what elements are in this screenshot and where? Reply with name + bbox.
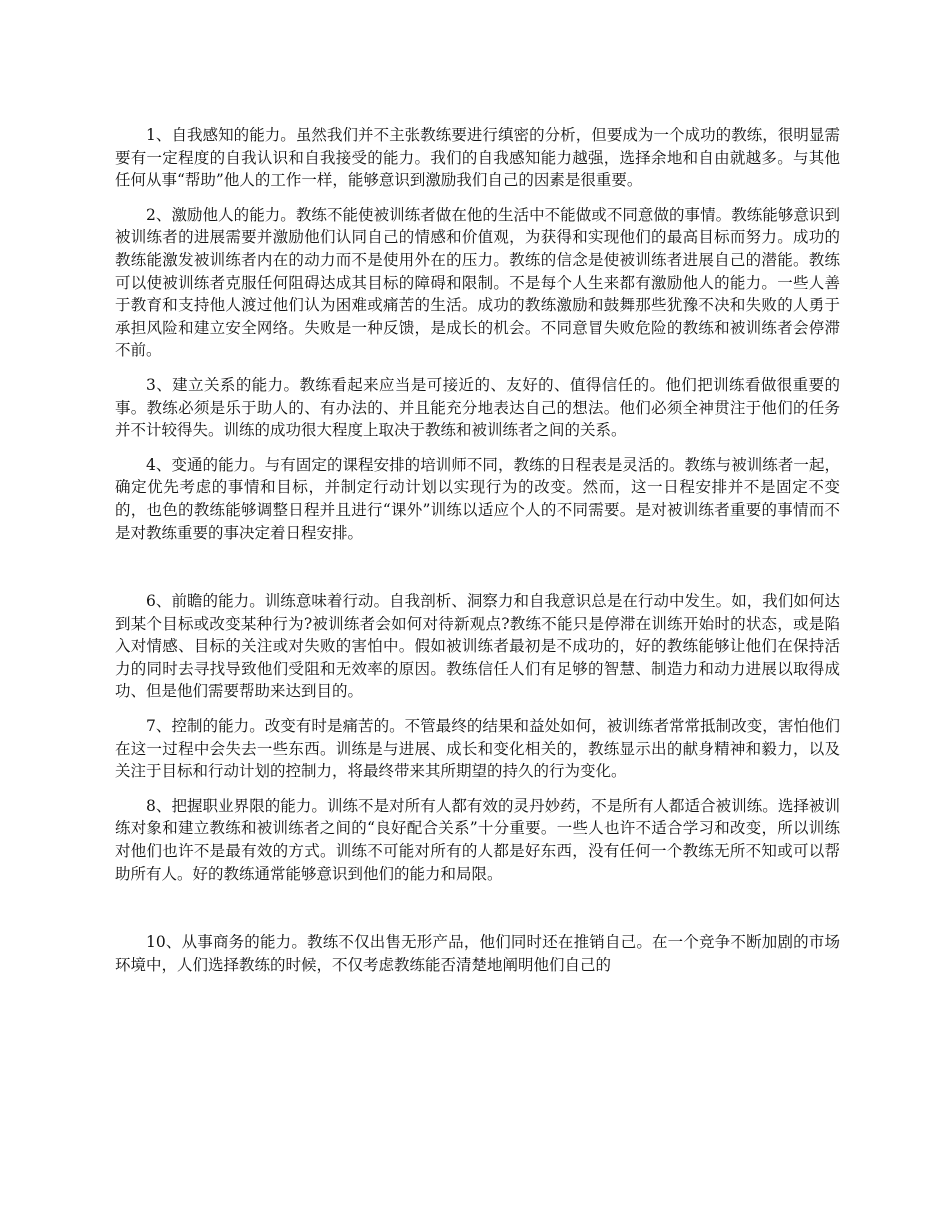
paragraph-motivating-others: 2、激励他人的能力。教练不能使被训练者做在他的生活中不能做或不同意做的事情。教练能够意识到被训练者的进展需要并激励他们认同自己的情感和价值观，为获得和实现他们的最高目标而努力。成功的教练能激发被训练者内在的动力而不是使用外在的压力。教练的信念是使被训练者进展自己的潜能。教练可以使被训练者克服任何阻碍达成其目标的障碍和限制。不是每个人生来都有激励他人的能力。一些人善于教育和支持他人渡过他们认为困难或痛苦的生活。成功的教练激励和鼓舞那些犹豫不决和失败的人勇于承担风险和建立安全网络。失败是一种反馈，是成长的机会。不同意冒失败危险的教练和被训练者会停滞不前。 <box>115 205 840 360</box>
paragraph-gap <box>115 556 840 590</box>
paragraph-gap <box>115 897 840 931</box>
paragraph-foresight: 6、前瞻的能力。训练意味着行动。自我剖析、洞察力和自我意识总是在行动中发生。如，我们如何达到某个目标或改变某种行为?被训练者会如何对待新观点?教练不能只是停滞在训练开始时的状态，或是陷入对情感、目标的关注或对失败的害怕中。假如被训练者最初是不成功的，好的教练能够让他们在保持活力的同时去寻找导致他们受阻和无效率的原因。教练信任人们有足够的智慧、制造力和动力进展以取得成功、但是他们需要帮助来达到目的。 <box>115 592 840 701</box>
paragraph-business: 10、从事商务的能力。教练不仅出售无形产品，他们同时还在推销自己。在一个竞争不断加剧的市场环境中，人们选择教练的时候，不仅考虑教练能否清楚地阐明他们自己的 <box>115 933 840 974</box>
paragraph-professional-boundaries: 8、把握职业界限的能力。训练不是对所有人都有效的灵丹妙药，不是所有人都适合被训练。选择被训练对象和建立教练和被训练者之间的“良好配合关系”十分重要。一些人也许不适合学习和改变，所以训练对他们也许不是最有效的方式。训练不可能对所有的人都是好东西，没有任何一个教练无所不知或可以帮助所有人。好的教练通常能够意识到他们的能力和局限。 <box>115 796 840 883</box>
paragraph-control: 7、控制的能力。改变有时是痛苦的。不管最终的结果和益处如何，被训练者常常抵制改变，害怕他们在这一过程中会失去一些东西。训练是与进展、成长和变化相关的，教练显示出的献身精神和毅力，以及关注于目标和行动计划的控制力，将最终带来其所期望的持久的行为变化。 <box>115 717 840 781</box>
paragraph-self-awareness: 1、自我感知的能力。虽然我们并不主张教练要进行缜密的分析，但要成为一个成功的教练，很明显需要有一定程度的自我认识和自我接受的能力。我们的自我感知能力越强，选择余地和自由就越多。与其他任何从事“帮助”他人的工作一样，能够意识到激励我们自己的因素是很重要。 <box>115 126 840 190</box>
document-body <box>115 124 840 988</box>
paragraph-flexibility: 4、变通的能力。与有固定的课程安排的培训师不同，教练的日程表是灵活的。教练与被训练者一起，确定优先考虑的事情和目标，并制定行动计划以实现行为的改变。然而，这一日程安排并不是固定不变的，也色的教练能够调整日程并且进行“课外”训练以适应个人的不同需要。是对被训练者重要的事情而不是对教练重要的事决定着日程安排。 <box>115 455 840 542</box>
paragraph-building-relationships: 3、建立关系的能力。教练看起来应当是可接近的、友好的、值得信任的。他们把训练看做很重要的事。教练必须是乐于助人的、有办法的、并且能充分地表达自己的想法。他们必须全神贯注于他们的任务并不计较得失。训练的成功很大程度上取决于教练和被训练者之间的关系。 <box>115 375 840 440</box>
